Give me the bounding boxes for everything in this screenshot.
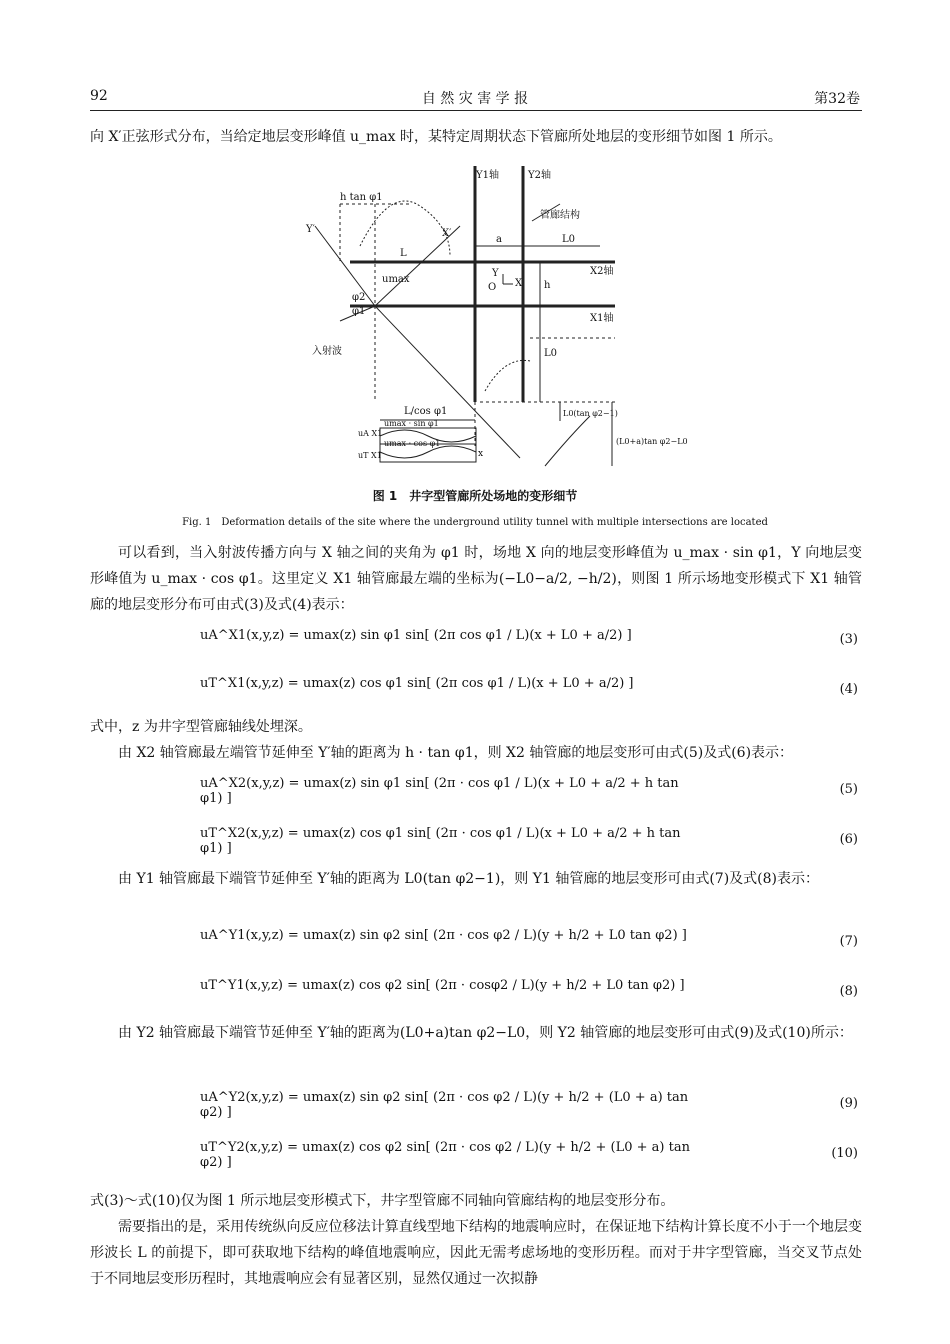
fig-label-umax-sin: umax · sin φ1 [384, 419, 439, 428]
fig-label-a: a [496, 234, 502, 245]
equation-9: uA^Y2(x,y,z) = umax(z) sin φ2 sin[ (2π · cos φ2 / L)(y + h/2 + (L0 + a) tan φ2) ] [200, 1090, 689, 1120]
paragraph-3: 式中，z 为井字型管廊轴线处埋深。 [90, 719, 312, 735]
paragraph-1: 向 X′正弦形式分布，当给定地层变形峰值 u_max 时，某特定周期状态下管廊所处地层的变形细节如图 1 所示。 [90, 129, 782, 145]
fig-label-L0-side: L0 [544, 348, 558, 359]
fig-label-X: X [515, 278, 523, 289]
volume-label: 第32卷 [814, 91, 860, 107]
fig-label-Y: Y [492, 268, 499, 279]
paragraph-4: 由 X2 轴管廊最左端管节延伸至 Y′轴的距离为 h · tan φ1，则 X2 轴管廊的地层变形可由式(5)及式(6)表示： [118, 745, 794, 761]
fig-label-origin: O [488, 282, 497, 293]
fig-label-y1: Y1轴 [476, 170, 499, 181]
equation-10-number: (10) [831, 1146, 858, 1161]
fig-label-uA: uA X1 [358, 429, 383, 438]
fig-label-umax-cos: umax · cos φ1 [384, 439, 441, 448]
paragraph-5: 由 Y1 轴管廊最下端管节延伸至 Y′轴的距离为 L0(tan φ2−1)，则 Y1 轴管廊的地层变形可由式(7)及式(8)表示： [118, 871, 819, 887]
equation-9-number: (9) [839, 1096, 858, 1111]
fig-label-h: h [544, 280, 551, 291]
equation-5: uA^X2(x,y,z) = umax(z) sin φ1 sin[ (2π · cos φ1 / L)(x + L0 + a/2 + h tan φ1) ] [200, 776, 679, 806]
fig-label-Lcos: L/cos φ1 [404, 406, 448, 417]
fig-label-uT: uT X1 [358, 451, 382, 460]
fig-label-xprime: X′ [442, 228, 452, 239]
figure-1-diagram [300, 166, 688, 484]
journal-title: 自 然 灾 害 学 报 [421, 91, 529, 107]
equation-3: uA^X1(x,y,z) = umax(z) sin φ1 sin[ (2π cos φ1 / L)(x + L0 + a/2) ] [200, 628, 632, 643]
fig-label-incident: 入射波 [312, 346, 342, 357]
equation-4-number: (4) [839, 682, 858, 697]
fig-label-x: x [478, 449, 484, 459]
equation-4: uT^X1(x,y,z) = umax(z) cos φ1 sin[ (2π cos φ1 / L)(x + L0 + a/2) ] [200, 676, 634, 691]
fig-label-phi1: φ1 [352, 306, 366, 317]
equation-8-number: (8) [839, 984, 858, 999]
fig-label-L0a-tan: (L0+a)tan φ2−L0 [616, 437, 688, 446]
equation-6: uT^X2(x,y,z) = umax(z) cos φ1 sin[ (2π · cos φ1 / L)(x + L0 + a/2 + h tan φ1) ] [200, 826, 681, 856]
page-number: 92 [90, 88, 108, 104]
fig-label-yprime: Y′ [306, 224, 315, 235]
fig-label-y2: Y2轴 [528, 170, 551, 181]
equation-6-number: (6) [839, 832, 858, 847]
fig-label-htan: h tan φ1 [340, 192, 383, 203]
figure-caption-cn: 图 1 井字型管廊所处场地的变形细节 [372, 489, 578, 503]
paragraph-7: 式(3)～式(10)仅为图 1 所示地层变形模式下，井字型管廊不同轴向管廊结构的地层变形分布。 [90, 1193, 675, 1209]
paragraph-8: 需要指出的是，采用传统纵向反应位移法计算直线型地下结构的地震响应时，在保证地下结构计算长度不小于一个地层变形波长 L 的前提下，即可获取地下结构的峰值地震响应，因此无需考虑场地的变形历程。而对于井字型管廊，当交叉节点处于不同地层变形历程时，其地震响应会有显著区别，显然仅通过一次拟静 [90, 1219, 862, 1287]
equation-3-number: (3) [839, 632, 858, 647]
fig-label-L0: L0 [562, 234, 576, 245]
fig-label-L: L [400, 248, 407, 259]
fig-label-x1: X1轴 [590, 313, 614, 324]
equation-5-number: (5) [839, 782, 858, 797]
paragraph-6: 由 Y2 轴管廊最下端管节延伸至 Y′轴的距离为(L0+a)tan φ2−L0，则 Y2 轴管廊的地层变形可由式(9)及式(10)所示： [118, 1025, 853, 1041]
fig-label-umax: umax [382, 274, 410, 285]
equation-10: uT^Y2(x,y,z) = umax(z) cos φ2 sin[ (2π · cos φ2 / L)(y + h/2 + (L0 + a) tan φ2) ] [200, 1140, 690, 1170]
figure-caption-en: Fig. 1 Deformation details of the site where the underground utility tunnel with multiple intersections are located [182, 517, 768, 528]
fig-label-L0tan: L0(tan φ2−1) [563, 409, 618, 418]
equation-7-number: (7) [839, 934, 858, 949]
equation-7: uA^Y1(x,y,z) = umax(z) sin φ2 sin[ (2π · cos φ2 / L)(y + h/2 + L0 tan φ2) ] [200, 928, 687, 943]
fig-label-x2: X2轴 [590, 266, 614, 277]
paragraph-2: 可以看到，当入射波传播方向与 X 轴之间的夹角为 φ1 时，场地 X 向的地层变形峰值为 u_max · sin φ1，Y 向地层变形峰值为 u_max · cos φ1。这里定义 X1 轴管廊最左端的坐标为(−L0−a/2, −h/2)，则图 1 所示场地变形模式下 X1 轴管廊的地层变形分布可由式(3)及式(4)表示： [90, 545, 862, 613]
header-rule [90, 110, 862, 111]
equation-8: uT^Y1(x,y,z) = umax(z) cos φ2 sin[ (2π · cosφ2 / L)(y + h/2 + L0 tan φ2) ] [200, 978, 685, 993]
fig-label-tunnel: 管廊结构 [540, 210, 580, 221]
fig-label-phi2: φ2 [352, 292, 366, 303]
